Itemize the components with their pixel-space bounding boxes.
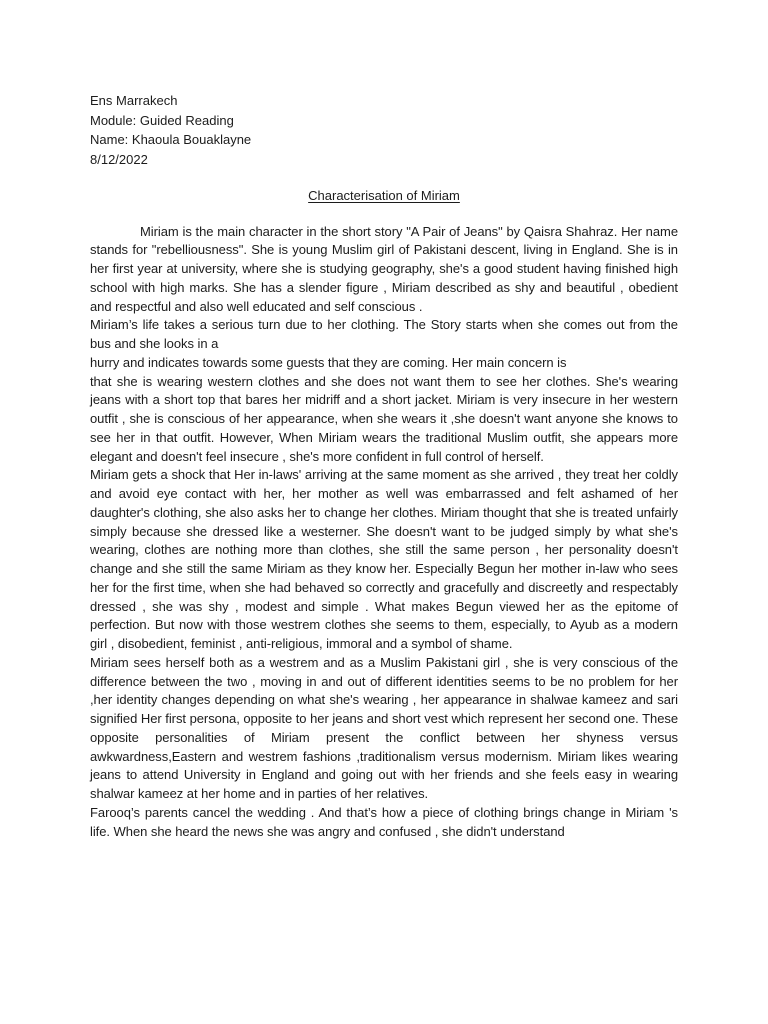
paragraph-hurry: hurry and indicates towards some guests that they are coming. Her main concern is bbox=[90, 354, 567, 370]
document-title: Characterisation of Miriam bbox=[308, 188, 460, 203]
document-body bbox=[90, 223, 678, 842]
title-container bbox=[90, 186, 678, 206]
paragraph-in-laws: Miriam gets a shock that Her in-laws' arriving at the same moment as she arrived , they treat her coldly and avoid eye contact with her, her mother as well was embarrassed and felt ashamed of her daughter's clothing, she also asks her to change her clothes. Miriam thought that she is treated unfairly simply because she dressed like a westerner. She doesn't want to be judged simply by what she's wearing, clothes are nothing more than clothes, she still the same person , her personality doesn't change and she still the same Miriam as they know her. Especially Begun her mother in-law who sees her for the first time, when she had behaved so correctly and gracefully and discreetly and respectably dressed , she was shy , modest and simple . What makes Begun viewed her as the epitome of perfection. But now with those westrem clothes she seems to them, especially, to Ayub as a modern girl , disobedient, feminist , anti-religious, immoral and a symbol of shame. bbox=[90, 467, 678, 651]
paragraph-western-clothes: that she is wearing western clothes and she does not want them to see her clothes. She's wearing jeans with a short top that bares her midriff and a short jacket. Miriam is very insecure in her western outfit , she is conscious of her appearance, when she wears it ,she doesn't want anyone she knows to see her in that outfit. However, When Miriam wears the traditional Muslim outfit, she appears more elegant and doesn't feel insecure , she's more confident in full control of herself. bbox=[90, 373, 678, 464]
document-page bbox=[90, 91, 678, 841]
school-name: Ens Marrakech bbox=[90, 93, 178, 108]
paragraph-life-turn: Miriam’s life takes a serious turn due to her clothing. The Story starts when she comes out from the bus and she looks in a bbox=[90, 317, 678, 351]
paragraph-intro: Miriam is the main character in the short story "A Pair of Jeans" by Qaisra Shahraz. Her name stands for "rebelliousness". She is young Muslim girl of Pakistani descent, living in England. She is in her first year at university, where she is studying geography, she's a good student having finished high school with high marks. She has a slender figure , Miriam described as shy and beautiful , obedient and respectful and also well educated and self conscious . bbox=[90, 223, 678, 314]
paragraph-identity: Miriam sees herself both as a westrem and as a Muslim Pakistani girl , she is very conscious of the difference between the two , moving in and out of different identities seems to be no problem for her ,her identity changes depending on what she's wearing , her appearance in shalwae kameez and sari signified Her first persona, opposite to her jeans and short vest which represent her second one. These opposite personalities of Miriam present the conflict between her shyness versus awkwardness,Eastern and westrem fashions ,traditionalism versus modernism. Miriam likes wearing jeans to attend University in England and going out with her friends and she feels easy in wearing shalwar kameez at her home and in parties of her relatives. bbox=[90, 654, 678, 801]
student-name-line: Name: Khaoula Bouaklayne bbox=[90, 132, 252, 147]
document-header bbox=[90, 91, 678, 169]
module-line: Module: Guided Reading bbox=[90, 112, 234, 128]
date-line: 8/12/2022 bbox=[90, 151, 148, 167]
paragraph-wedding-cancel: Farooq’s parents cancel the wedding . And that’s how a piece of clothing brings change in Miriam 's life. When she heard the news she was angry and confused , she didn't understand bbox=[90, 804, 678, 839]
